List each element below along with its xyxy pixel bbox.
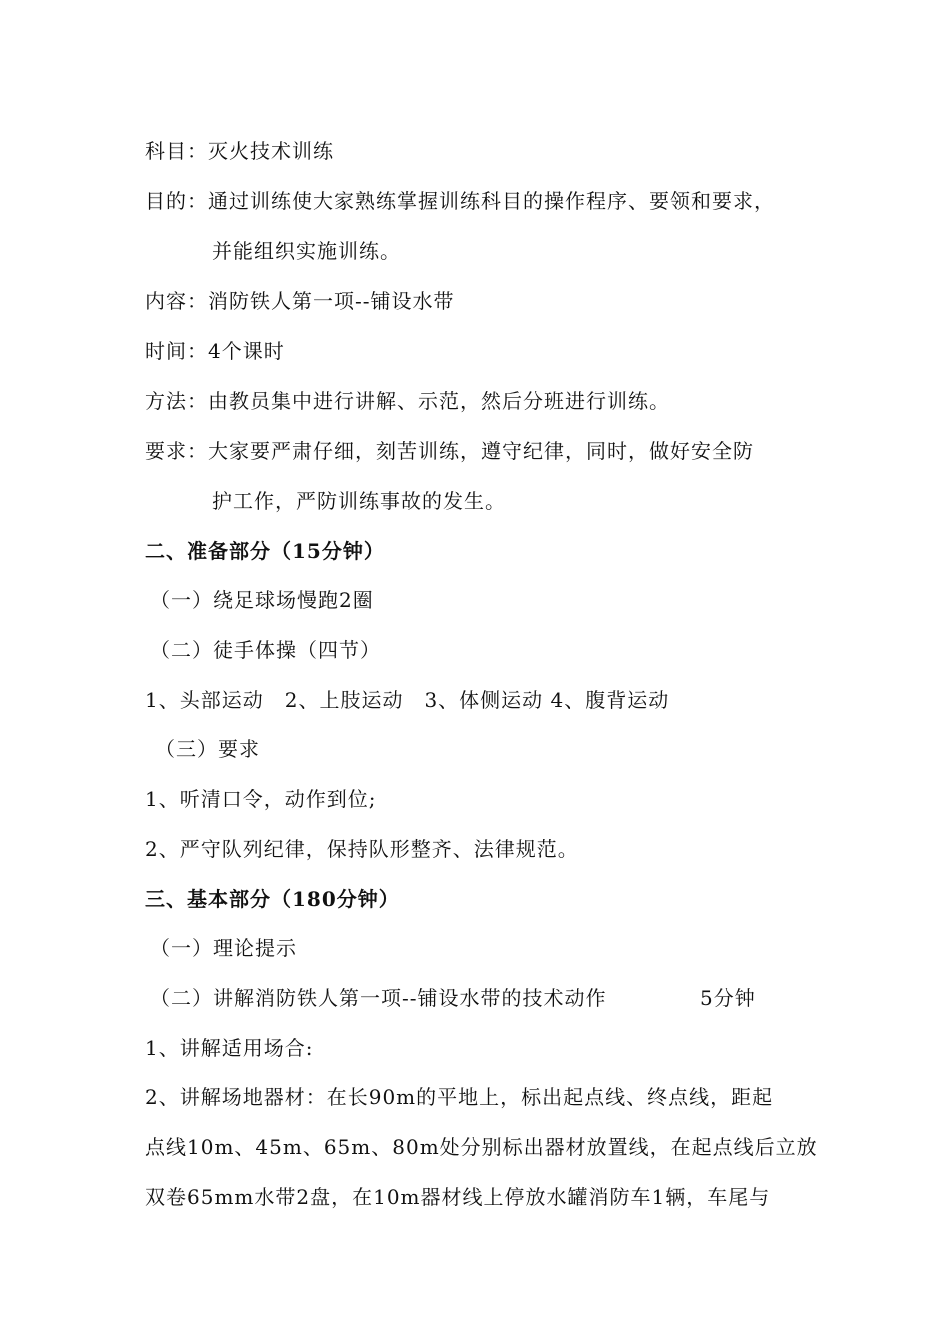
requirement-line: 要求：大家要严肃仔细，刻苦训练，遵守纪律，同时，做好安全防	[145, 439, 754, 463]
section-3-heading: 三、基本部分（180分钟）	[145, 887, 400, 911]
purpose-line: 目的：通过训练使大家熟练掌握训练科目的操作程序、要领和要求，	[145, 189, 775, 213]
section-2-heading: 二、准备部分（15分钟）	[145, 539, 385, 563]
purpose-line-cont: 并能组织实施训练。	[212, 239, 401, 263]
section-2-item-1: （一）绕足球场慢跑2圈	[150, 588, 374, 612]
section-2-item-3: （三）要求	[155, 737, 260, 761]
explain-2-cont-1: 点线10m、45m、65m、80m处分别标出器材放置线，在起点线后立放	[145, 1135, 818, 1159]
requirement-a: 1、听清口令，动作到位;	[145, 787, 377, 811]
requirement-b: 2、严守队列纪律，保持队形整齐、法律规范。	[145, 837, 579, 861]
content-line: 内容：消防铁人第一项--铺设水带	[145, 289, 455, 313]
section-3-item-1: （一）理论提示	[150, 936, 297, 960]
exercise-list: 1、头部运动 2、上肢运动 3、体侧运动 4、腹背运动	[145, 688, 670, 712]
section-3-item-2: （二）讲解消防铁人第一项--铺设水带的技术动作	[150, 986, 607, 1010]
subject-line: 科目：灭火技术训练	[145, 139, 334, 163]
explain-2: 2、讲解场地器材：在长90m的平地上，标出起点线、终点线，距起	[145, 1085, 774, 1109]
explain-1: 1、讲解适用场合:	[145, 1036, 314, 1060]
requirement-line-cont: 护工作，严防训练事故的发生。	[212, 489, 506, 513]
section-2-item-2: （二）徒手体操（四节）	[150, 638, 381, 662]
section-3-item-2-duration: 5分钟	[700, 986, 756, 1010]
explain-2-cont-2: 双卷65mm水带2盘，在10m器材线上停放水罐消防车1辆，车尾与	[145, 1185, 771, 1209]
method-line: 方法：由教员集中进行讲解、示范，然后分班进行训练。	[145, 389, 670, 413]
time-line: 时间：4个课时	[145, 339, 285, 363]
